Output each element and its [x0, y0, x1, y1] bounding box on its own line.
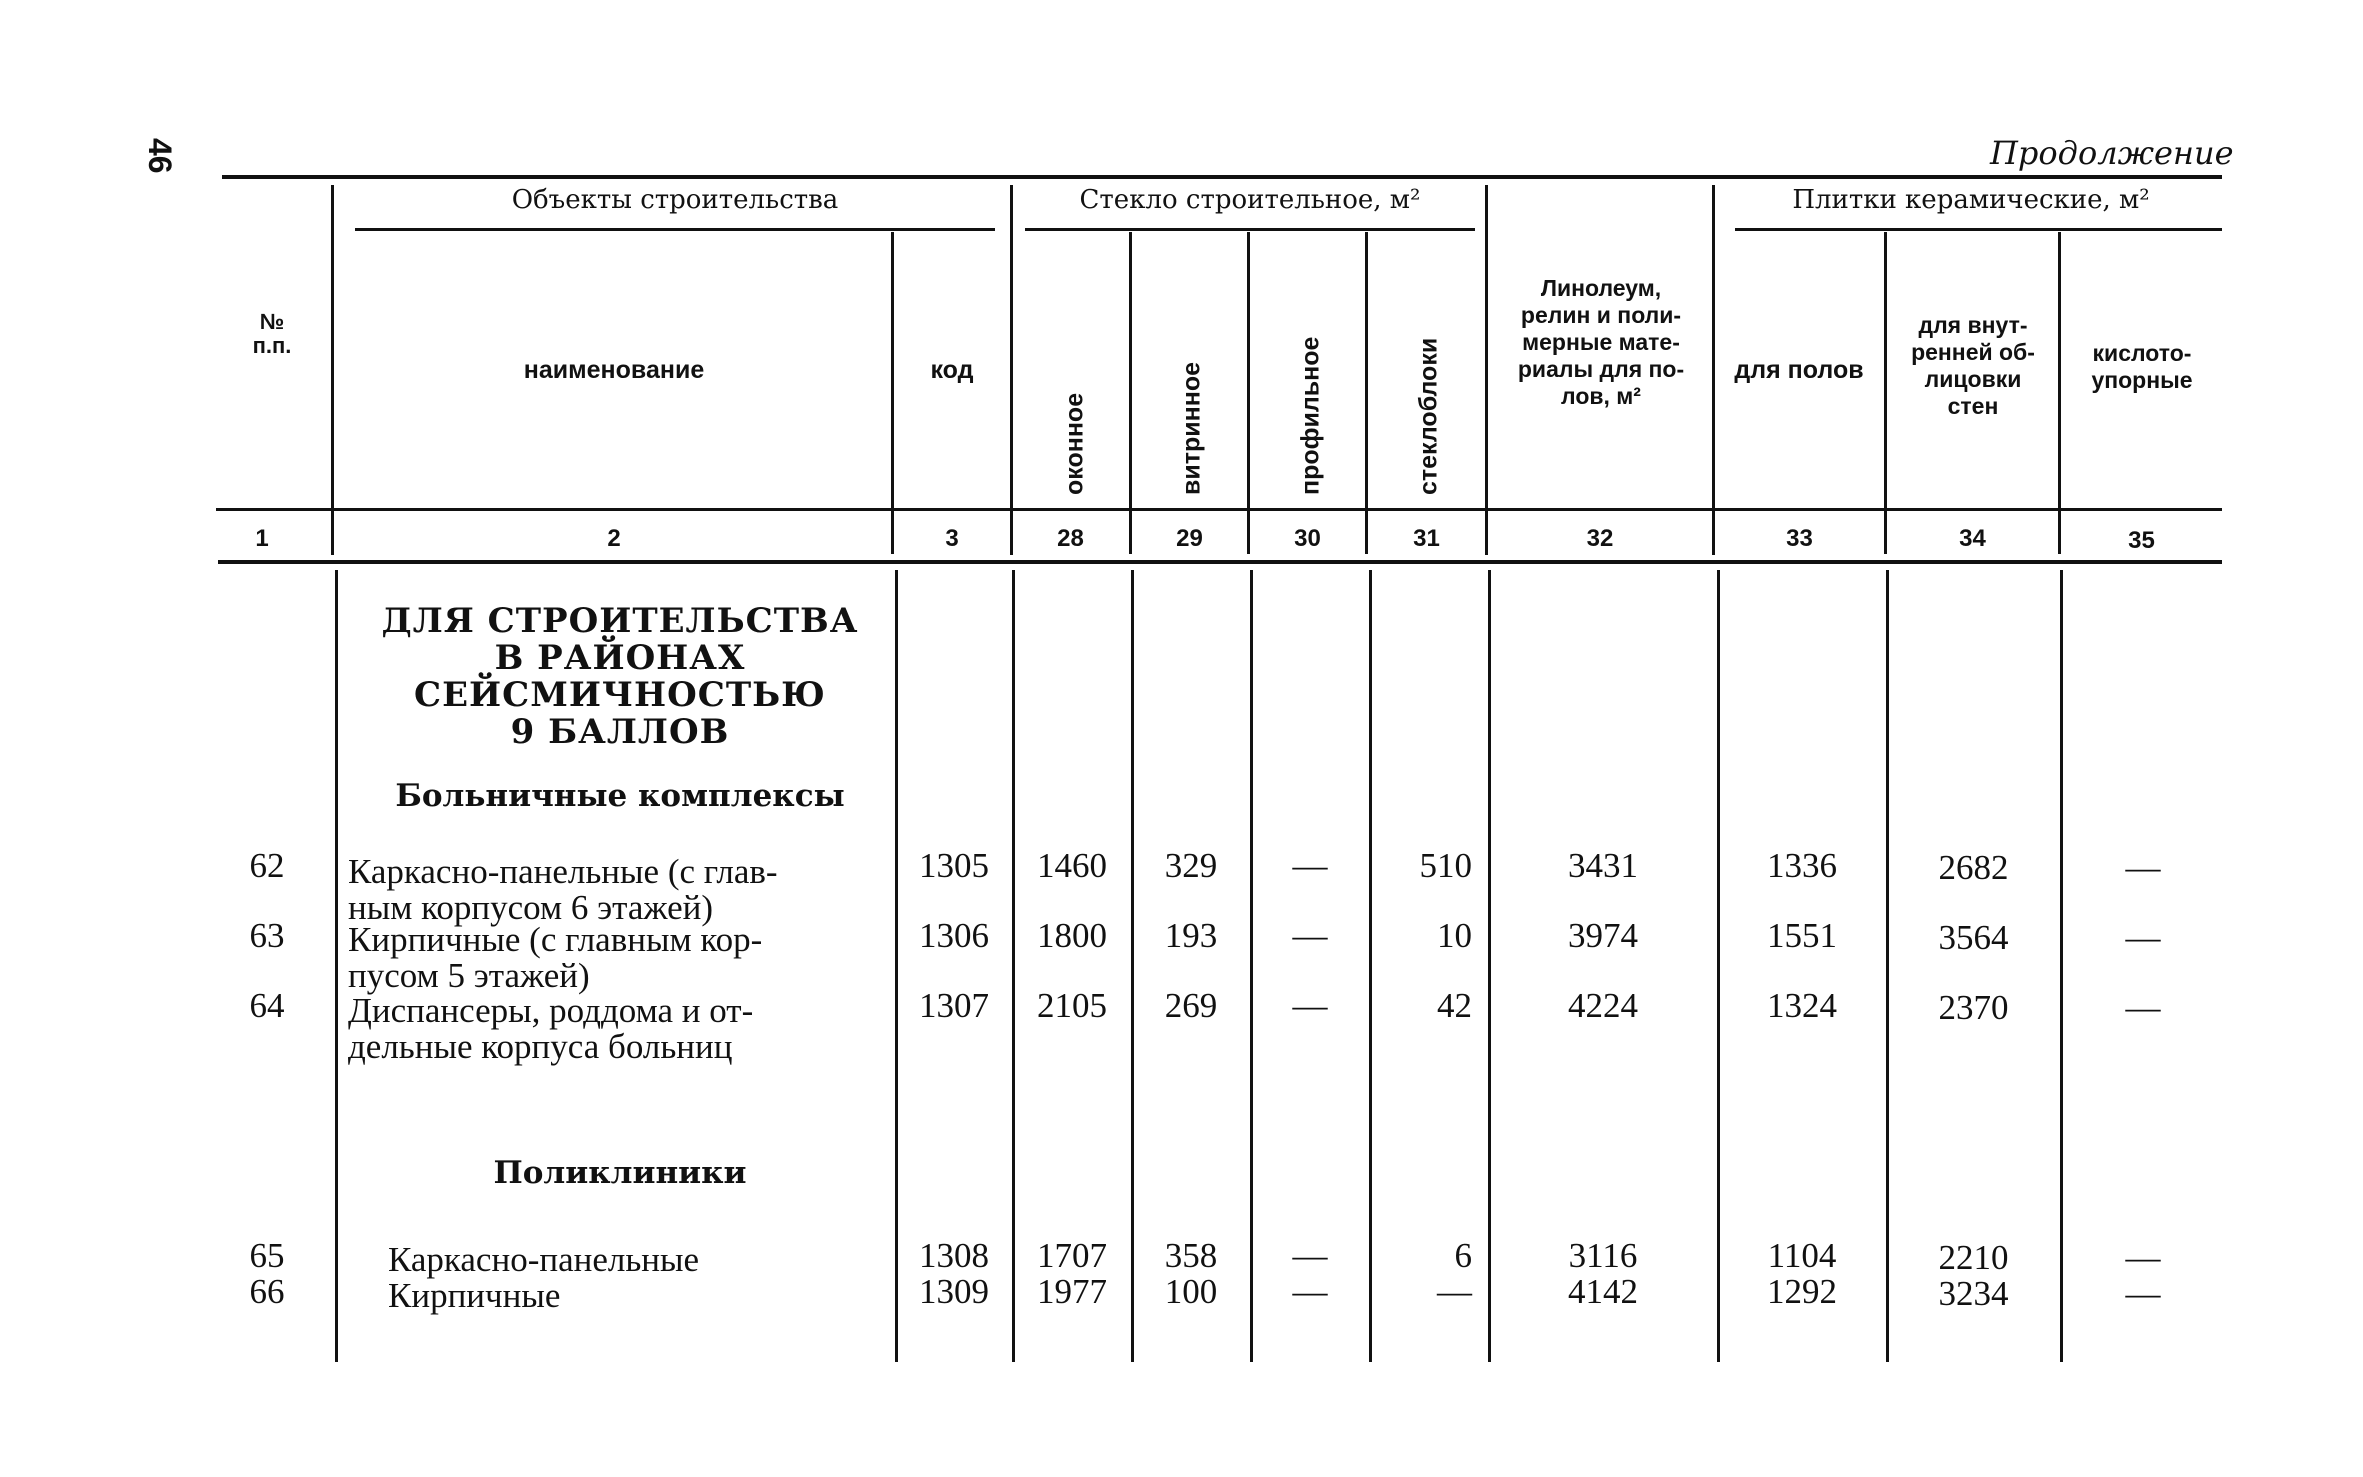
cell-glassblock: 10: [1437, 916, 1472, 955]
group-heading-polyclinic: Поликлиники: [493, 1155, 747, 1191]
group-objects-underline: [355, 228, 995, 231]
header-divider: [1365, 232, 1368, 554]
colnum: 2: [607, 525, 621, 552]
colnum: 32: [1586, 525, 1614, 552]
cell-wall: 3564: [1938, 918, 2009, 957]
colnum: 34: [1959, 525, 1986, 552]
colnum: 28: [1057, 525, 1084, 552]
colnum: 1: [255, 525, 269, 552]
cell-showcase: 193: [1164, 916, 1218, 955]
cell-floor: 1324: [1767, 986, 1837, 1025]
cell-profile: —: [1292, 1272, 1328, 1311]
cell-floor: 1336: [1767, 846, 1837, 885]
header-name: наименование: [523, 356, 705, 384]
header-group-objects: Объекты строительства: [511, 185, 839, 215]
table-top-rule: [222, 175, 2222, 179]
cell-acid: —: [2125, 988, 2161, 1027]
header-glassblock: стеклоблоки: [1414, 337, 1443, 495]
row-name: Каркасно-панельные (с глав- ным корпусом 6 этажей): [348, 852, 778, 927]
header-divider: [2058, 232, 2061, 554]
row-number: 66: [249, 1272, 285, 1311]
header-acid: кислото- упорные: [2091, 340, 2193, 393]
header-wall: для внут- ренней об- лицовки стен: [1911, 312, 2035, 419]
cell-linoleum: 3974: [1568, 916, 1638, 955]
header-window: оконное: [1060, 392, 1089, 495]
header-divider: [1129, 232, 1132, 554]
cell-acid: —: [2125, 1274, 2161, 1313]
header-showcase: витринное: [1177, 362, 1206, 495]
cell-glassblock: 6: [1454, 1236, 1472, 1275]
row-name: Диспансеры, роддома и от- дельные корпуса больниц: [348, 991, 754, 1066]
cell-profile: —: [1292, 1236, 1328, 1275]
cell-profile: —: [1292, 846, 1328, 885]
cell-profile: —: [1292, 986, 1328, 1025]
cell-glassblock: 510: [1419, 846, 1472, 885]
row-number: 65: [249, 1236, 285, 1275]
row-number: 64: [249, 986, 285, 1025]
group-tiles-underline: [1735, 228, 2222, 231]
cell-window: 1800: [1037, 916, 1107, 955]
cell-wall: 2370: [1938, 988, 2009, 1027]
header-no: № п.п.: [252, 309, 292, 358]
row-name: Каркасно-панельные: [388, 1240, 700, 1279]
header-bottom-rule: [216, 508, 2222, 511]
cell-code: 1305: [919, 846, 989, 885]
header-divider: [1884, 232, 1887, 554]
cell-wall: 2682: [1938, 848, 2009, 887]
cell-showcase: 329: [1164, 846, 1218, 885]
cell-wall: 3234: [1938, 1274, 2009, 1313]
cell-linoleum: 4224: [1568, 986, 1638, 1025]
header-profile: профильное: [1296, 336, 1325, 495]
group-glass-underline: [1025, 228, 1475, 231]
group-heading-hospital: Больничные комплексы: [395, 778, 845, 814]
header-divider: [1010, 185, 1013, 555]
cell-glassblock: 42: [1437, 986, 1472, 1025]
cell-window: 1977: [1037, 1272, 1107, 1311]
header-group-glass: Стекло строительное, м²: [1079, 185, 1421, 215]
header-group-tiles: Плитки керамические, м²: [1792, 185, 2150, 215]
cell-floor: 1104: [1767, 1236, 1837, 1275]
colnum: 29: [1176, 525, 1203, 552]
row-number: 62: [249, 846, 285, 885]
cell-code: 1308: [919, 1236, 989, 1275]
header-divider: [1485, 185, 1488, 555]
colnum: 31: [1413, 525, 1440, 552]
cell-code: 1306: [919, 916, 989, 955]
cell-profile: —: [1292, 916, 1328, 955]
cell-window: 1707: [1037, 1236, 1107, 1275]
header-code: код: [930, 356, 974, 384]
cell-acid: —: [2125, 1238, 2161, 1277]
cell-floor: 1551: [1767, 916, 1837, 955]
cell-linoleum: 3116: [1568, 1236, 1638, 1275]
header-divider: [1247, 232, 1250, 554]
cell-showcase: 100: [1164, 1272, 1218, 1311]
cell-code: 1309: [919, 1272, 989, 1311]
cell-wall: 2210: [1938, 1238, 2009, 1277]
body-divider: [335, 570, 338, 1362]
cell-window: 2105: [1037, 986, 1107, 1025]
continuation-label: Продолжение: [1990, 134, 2234, 172]
header-floor: для полов: [1734, 356, 1864, 384]
colnum: 33: [1786, 525, 1813, 552]
header-divider: [1712, 185, 1715, 555]
cell-acid: —: [2125, 918, 2161, 957]
page-number: 46: [142, 138, 178, 174]
cell-linoleum: 3431: [1568, 846, 1638, 885]
header-divider: [331, 185, 334, 555]
cell-linoleum: 4142: [1568, 1272, 1638, 1311]
cell-code: 1307: [919, 986, 989, 1025]
colnum: 3: [945, 525, 959, 552]
row-number: 63: [249, 916, 285, 955]
cell-showcase: 269: [1164, 986, 1218, 1025]
header-divider: [891, 232, 894, 554]
cell-showcase: 358: [1164, 1236, 1218, 1275]
colnum: 30: [1294, 525, 1321, 552]
cell-window: 1460: [1037, 846, 1107, 885]
row-name: Кирпичные (с главным кор- пусом 5 этажей): [348, 920, 763, 995]
cell-floor: 1292: [1767, 1272, 1837, 1311]
cell-acid: —: [2125, 848, 2161, 887]
row-name: Кирпичные: [388, 1276, 561, 1315]
header-linoleum: Линолеум, релин и поли- мерные мате- риалы для по- лов, м²: [1517, 275, 1685, 409]
cell-glassblock: —: [1437, 1272, 1472, 1311]
colnum: 35: [2128, 527, 2155, 554]
section-title: ДЛЯ СТРОИТЕЛЬСТВА В РАЙОНАХ СЕЙСМИЧНОСТЬЮ 9 БАЛЛОВ: [381, 601, 859, 752]
colnum-bottom-rule: [218, 560, 2222, 564]
